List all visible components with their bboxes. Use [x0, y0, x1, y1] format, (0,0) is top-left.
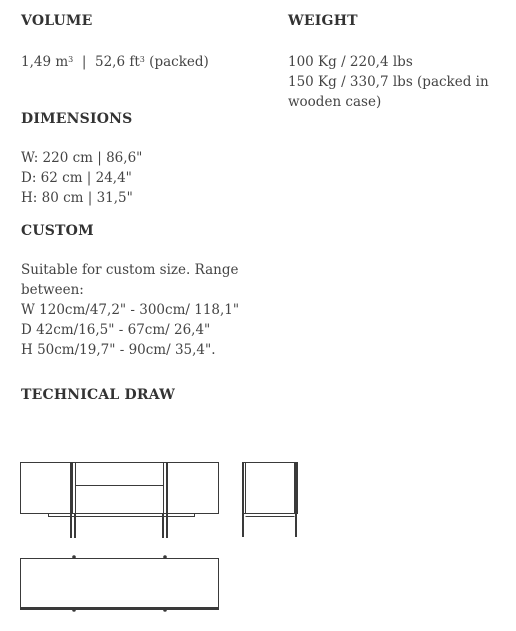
top-leg-mark [72, 555, 76, 559]
side-view-drawing [238, 458, 302, 538]
front-view-drawing [18, 458, 224, 538]
volume-separator: | [81, 54, 87, 70]
volume-ft3: 52,6 ft [95, 54, 140, 70]
weight-line: 150 Kg / 330,7 lbs (packed in [288, 74, 489, 90]
volume-note: (packed) [149, 54, 209, 70]
volume-heading: VOLUME [21, 13, 93, 29]
top-leg-mark [72, 608, 76, 612]
top-leg-mark [163, 608, 167, 612]
volume-m3: 1,49 m [21, 54, 69, 70]
weight-line: wooden case) [288, 94, 382, 110]
dimension-line: W: 220 cm | 86,6" [21, 150, 143, 166]
volume-value: 1,49 $m^3$ | 52,6 $ft^3$ (packed) [21, 54, 209, 70]
side-leg [295, 462, 297, 537]
weight-section [288, 12, 489, 112]
custom-line: D 42cm/16,5" - 67cm/ 26,4" [21, 322, 211, 338]
front-leg [70, 462, 72, 538]
weight-line: 100 Kg / 220,4 lbs [288, 54, 413, 70]
top-front-edge [20, 607, 219, 610]
dimension-line: D: 62 cm | 24,4" [21, 170, 132, 186]
dimensions-heading: DIMENSIONS [21, 111, 133, 127]
custom-heading: CUSTOM [21, 223, 94, 239]
weight-heading: WEIGHT [288, 13, 358, 29]
front-leg [74, 513, 76, 538]
custom-line: Suitable for custom size. Range [21, 262, 239, 278]
technical-draw-heading: TECHNICAL DRAW [21, 387, 175, 403]
side-leg [242, 462, 244, 537]
technical-draw-section [21, 386, 175, 404]
volume-section [21, 12, 209, 72]
top-view-drawing [18, 552, 224, 616]
side-body-outline [243, 463, 298, 514]
dimensions-section [21, 110, 142, 208]
custom-line: H 50cm/19,7" - 90cm/ 35,4". [21, 342, 216, 358]
front-leg [162, 513, 164, 538]
custom-line: W 120cm/47,2" - 300cm/ 118,1" [21, 302, 240, 318]
dimension-line: H: 80 cm | 31,5" [21, 190, 133, 206]
top-body-outline [21, 559, 219, 609]
custom-line: between: [21, 282, 84, 298]
front-body-outline [21, 463, 219, 514]
top-leg-mark [163, 555, 167, 559]
custom-section [21, 222, 239, 360]
front-leg [166, 462, 168, 538]
